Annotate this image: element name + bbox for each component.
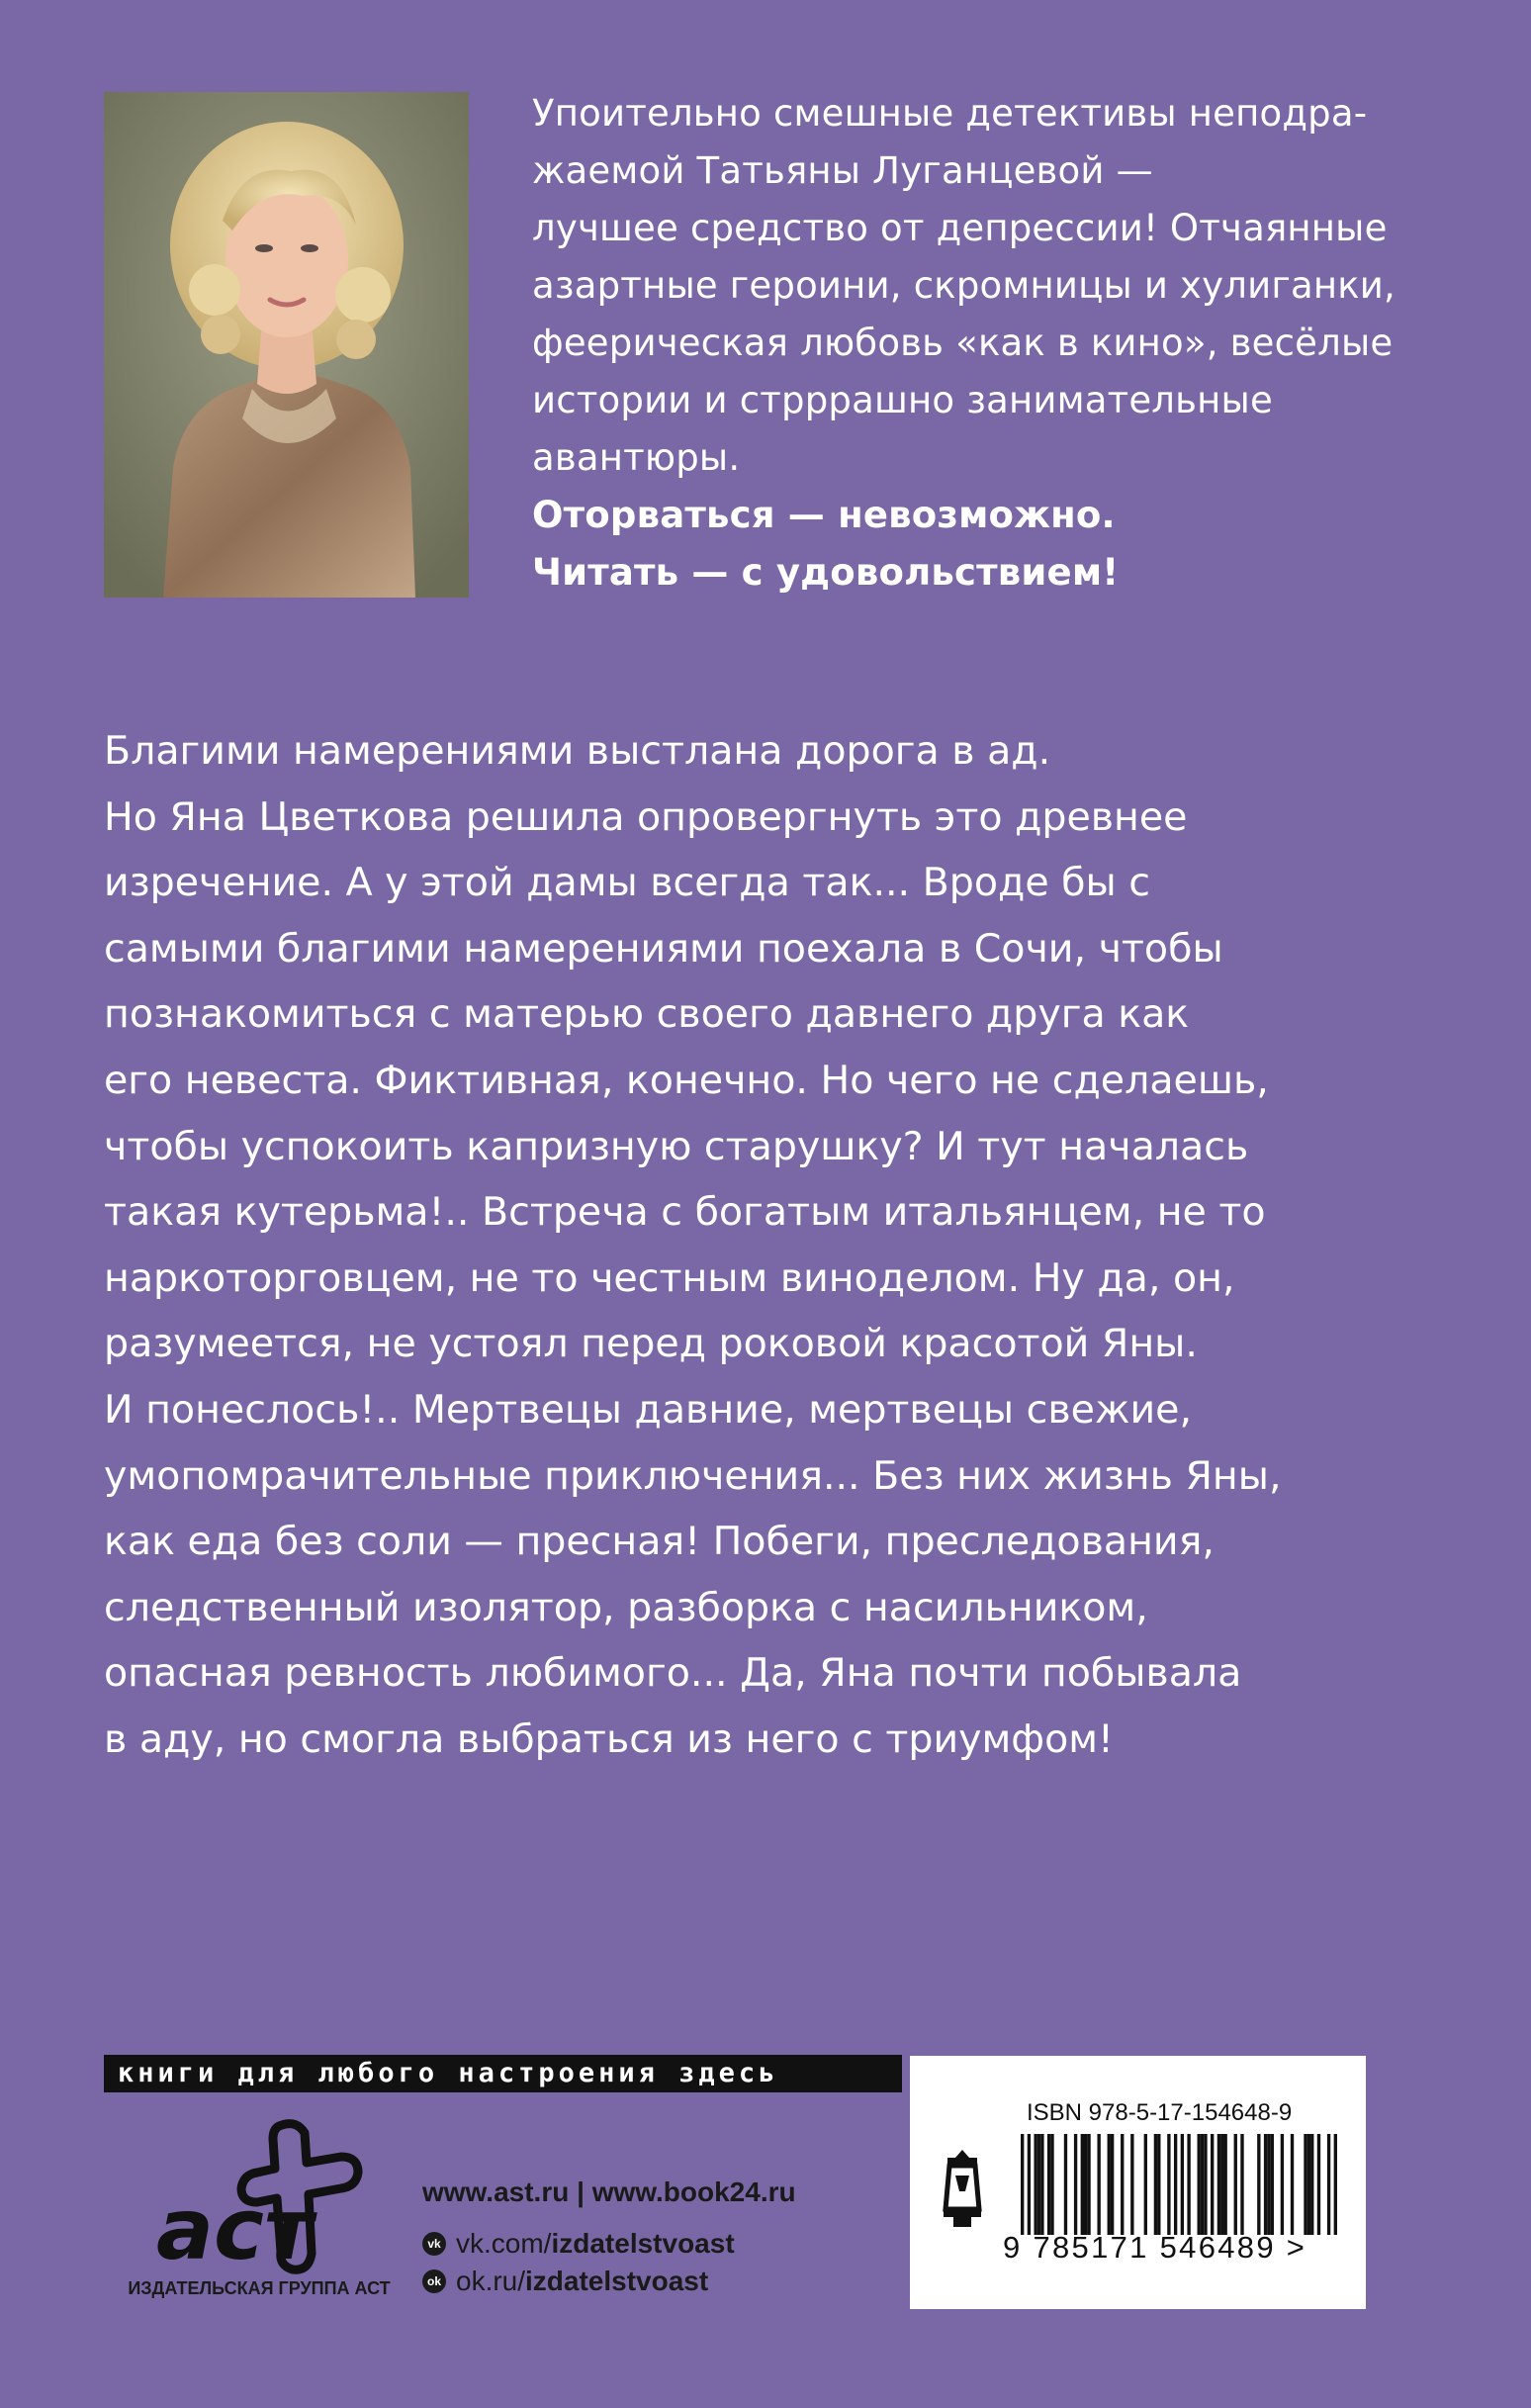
barcode-bar <box>1310 2134 1313 2235</box>
isbn-text: ISBN 978-5-17-154648-9 <box>1027 2099 1293 2126</box>
synopsis-line: как еда без соли — пресная! Побеги, преследования, <box>104 1519 1215 1565</box>
barcode-bar <box>1204 2134 1207 2235</box>
synopsis-line: такая кутерьма!.. Встреча с богатым итальянцем, не то <box>104 1189 1266 1236</box>
barcode-bar <box>1181 2134 1184 2235</box>
vk-domain: vk.com/ <box>456 2228 552 2259</box>
blurb-slogan: Оторваться — невозможно. <box>532 494 1116 536</box>
barcode-bar <box>1217 2134 1220 2235</box>
barcode-bar <box>1034 2134 1036 2235</box>
barcode-bar <box>1264 2134 1267 2235</box>
publisher-links <box>422 2176 796 2297</box>
blurb-line: истории и стрррашно занимательные <box>532 379 1273 421</box>
synopsis-line: наркоторговцем, не то честным виноделом. Ну да, он, <box>104 1254 1235 1301</box>
synopsis-line: чтобы успокоить капризную старушку? И тут началась <box>104 1123 1249 1169</box>
barcode-bar <box>1028 2134 1031 2235</box>
blurb-line: азартные героини, скромницы и хулиганки, <box>532 264 1396 307</box>
blurb-line: Упоительно смешные детективы неподра- <box>532 92 1368 135</box>
ok-domain: ok.ru/ <box>456 2266 526 2296</box>
ok-handle: izdatelstvoast <box>525 2266 709 2296</box>
barcode-bar <box>1154 2134 1157 2235</box>
barcode-bar <box>1234 2134 1237 2235</box>
barcode-bar <box>1317 2134 1320 2235</box>
synopsis-line: самыми благими намерениями поехала в Сочи, чтобы <box>104 925 1223 972</box>
synopsis-line: умопомрачительные приключения... Без них жизнь Яны, <box>104 1452 1282 1499</box>
barcode-bar <box>1327 2134 1330 2235</box>
barcode-bar <box>1097 2134 1100 2235</box>
publisher-name: ИЗДАТЕЛЬСКАЯ ГРУППА АСТ <box>128 2278 391 2298</box>
tagline-banner: книги для любого настроения здесь <box>104 2055 902 2092</box>
barcode-bar <box>1281 2134 1284 2235</box>
blurb-line: лучшее средство от депрессии! Отчаянные <box>532 207 1388 249</box>
barcode-bar <box>1121 2134 1124 2235</box>
synopsis-line: его невеста. Фиктивная, конечно. Но чего не сделаешь, <box>104 1057 1269 1103</box>
barcode-bar <box>1074 2134 1077 2235</box>
barcode-bar <box>1047 2134 1050 2235</box>
book-synopsis <box>104 718 1429 1773</box>
synopsis-line: познакомиться с матерью своего давнего друга как <box>104 991 1190 1038</box>
barcode-bar <box>1167 2134 1170 2235</box>
barcode-digits: 9 785171 546489 > <box>1003 2230 1307 2265</box>
lantern-icon <box>940 2148 985 2229</box>
barcode-bar <box>1201 2134 1204 2235</box>
barcode-bar <box>1130 2134 1133 2235</box>
author-photo <box>104 92 469 598</box>
barcode-bar <box>1220 2134 1223 2235</box>
barcode-bar <box>1037 2134 1040 2235</box>
barcode-bar <box>1087 2134 1090 2235</box>
vk-icon: vk <box>422 2232 446 2256</box>
barcode-bar <box>1021 2134 1024 2235</box>
website-links[interactable]: www.ast.ru | www.book24.ru <box>422 2176 796 2207</box>
barcode-bar <box>1334 2134 1337 2235</box>
ean-barcode <box>1021 2134 1337 2235</box>
barcode-bar <box>1211 2134 1214 2235</box>
barcode-bar <box>1307 2134 1310 2235</box>
barcode-bar <box>1304 2134 1306 2235</box>
barcode-bar <box>1050 2134 1053 2235</box>
barcode-bar <box>1198 2134 1201 2235</box>
ok-link[interactable] <box>422 2266 796 2297</box>
ast-logo-icon <box>138 2115 376 2278</box>
blurb-line: феерическая любовь «как в кино», весёлые <box>532 322 1394 364</box>
book-blurb <box>532 85 1442 602</box>
barcode-bar <box>1157 2134 1160 2235</box>
vk-link[interactable] <box>422 2228 796 2260</box>
barcode-bar <box>1064 2134 1067 2235</box>
barcode-bar <box>1040 2134 1043 2235</box>
barcode-bar <box>1223 2134 1226 2235</box>
barcode-bar <box>1084 2134 1087 2235</box>
blurb-line: жаемой Татьяны Луганцевой — <box>532 149 1153 192</box>
synopsis-line: следственный изолятор, разборка с насильником, <box>104 1584 1148 1630</box>
synopsis-line: разумеется, не устоял перед роковой красотой Яны. <box>104 1321 1198 1367</box>
barcode-bar <box>1144 2134 1147 2235</box>
blurb-line: авантюры. <box>532 436 741 479</box>
barcode-bar <box>1081 2134 1084 2235</box>
barcode-bar <box>1291 2134 1294 2235</box>
vk-handle: izdatelstvoast <box>551 2228 735 2259</box>
synopsis-line: опасная ревность любимого... Да, Яна почти побывала <box>104 1650 1242 1697</box>
barcode-bar <box>1267 2134 1270 2235</box>
synopsis-line: Но Яна Цветкова решила опровергнуть это древнее <box>104 793 1188 840</box>
ast-logo <box>138 2115 376 2278</box>
barcode-bar <box>1271 2134 1274 2235</box>
synopsis-line: в аду, но смогла выбраться из него с триумфом! <box>104 1715 1114 1762</box>
barcode-bar <box>1240 2134 1243 2235</box>
synopsis-line: И понеслось!.. Мертвецы давние, мертвецы свежие, <box>104 1386 1193 1433</box>
barcode-bar <box>1111 2134 1114 2235</box>
blurb-slogan: Читать — с удовольствием! <box>532 551 1120 594</box>
author-portrait-image <box>104 92 469 598</box>
barcode-panel <box>910 2056 1366 2309</box>
synopsis-line: изречение. А у этой дамы всегда так... Вроде бы с <box>104 860 1150 906</box>
ok-icon: ok <box>422 2269 446 2293</box>
ast-logo-text: аст <box>156 2180 314 2278</box>
barcode-bar <box>1108 2134 1111 2235</box>
barcode-bar <box>1257 2134 1260 2235</box>
barcode-bar <box>1174 2134 1177 2235</box>
synopsis-line: Благими намерениями выстлана дорога в ад. <box>104 728 1051 774</box>
barcode-bar <box>1187 2134 1190 2235</box>
